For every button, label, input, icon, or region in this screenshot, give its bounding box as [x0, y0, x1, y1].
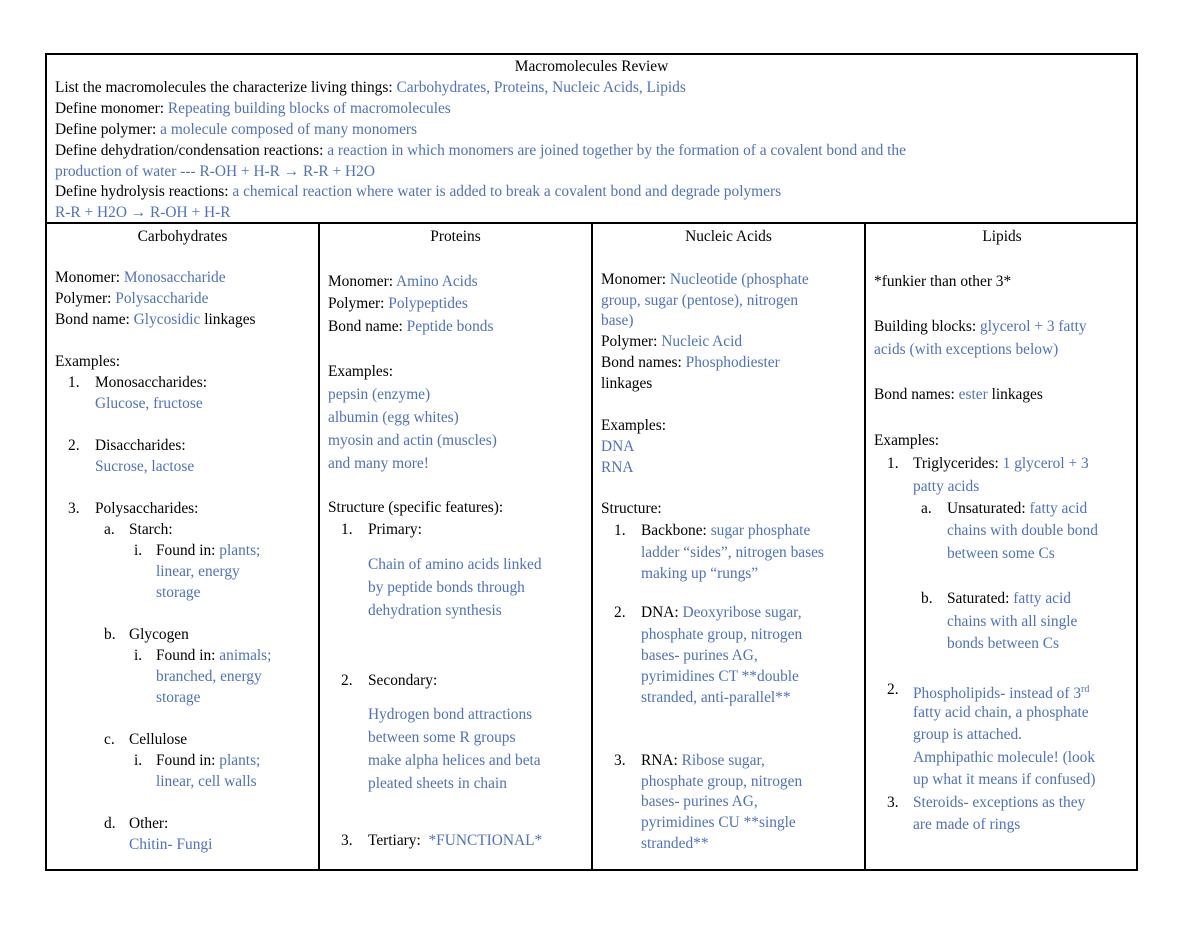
list-number: 2. [341, 672, 353, 689]
example-item: albumin (egg whites) [328, 409, 459, 426]
example-item: pepsin (enzyme) [328, 386, 431, 403]
nucleic-acids-column [593, 224, 864, 869]
building-label: Building blocks: [874, 318, 977, 335]
monomer-label: Monomer: [55, 269, 120, 286]
example-label: Disaccharides: [95, 437, 186, 454]
list-number: 3. [614, 752, 626, 769]
example-item: DNA [601, 438, 635, 455]
monomer-row [55, 267, 226, 288]
sub-value-cont: bonds between Cs [947, 635, 1059, 652]
bond-label: Bond name: [55, 311, 130, 328]
monomer-value-cont: group, sugar (pentose), nitrogen [601, 292, 799, 309]
sub-value-cont: chains with double bond [947, 522, 1098, 539]
bond-value: Peptide bonds [406, 318, 494, 335]
monomer-value-cont: base) [601, 312, 634, 329]
sub-label: Starch: [129, 521, 173, 538]
structure-level: Primary: [368, 521, 422, 538]
dehydration-label: Define dehydration/condensation reactions: [55, 142, 324, 159]
monomer-value: Repeating building blocks of macromolecules [167, 100, 451, 117]
list-number: 3. [68, 500, 80, 517]
example-value-cont: group is attached. [913, 726, 1022, 743]
structure-desc: ladder “sides”, nitrogen bases [641, 544, 824, 561]
bond-row [601, 352, 780, 373]
structure-desc: by peptide bonds through [368, 579, 525, 596]
polymer-row [55, 288, 208, 309]
example-label: Triglycerides: [913, 455, 999, 472]
polymer-label: Polymer: [601, 333, 658, 350]
example-value: Glucose, fructose [95, 395, 203, 412]
structure-desc: Chain of amino acids linked [368, 556, 542, 573]
structure-label: Structure (specific features): [328, 499, 504, 516]
example-value: Steroids- exceptions as they [913, 794, 1086, 811]
structure-desc: bases- purines AG, [641, 647, 758, 664]
example-value: Sucrose, lactose [95, 458, 195, 475]
sub-label: Other: [129, 815, 169, 832]
list-roman: i. [134, 542, 143, 559]
proteins-column [320, 224, 591, 869]
example-value: 1 glycerol + 3 [1002, 455, 1089, 472]
hydrolysis-equation: R-R + H2O → R-OH + H-R [55, 204, 231, 221]
lipids-column [866, 224, 1138, 869]
structure-row [641, 602, 802, 623]
structure-level [368, 830, 542, 851]
bond-row [55, 309, 256, 330]
structure-desc: *FUNCTIONAL* [428, 832, 543, 849]
list-letter: c. [104, 731, 115, 748]
example-value [913, 679, 1089, 704]
monomer-row [601, 269, 809, 290]
examples-label: Examples: [328, 363, 393, 380]
hydrolysis-row [55, 182, 781, 202]
structure-desc: stranded** [641, 835, 709, 852]
structure-row [641, 750, 765, 771]
hydrolysis-value: a chemical reaction where water is added to break a covalent bond and degrade polymers [232, 183, 782, 200]
bond-suffix: linkages [204, 311, 256, 328]
example-label: Monosaccharides: [95, 374, 207, 391]
list-number: 3. [887, 794, 899, 811]
sub-row [947, 588, 1071, 609]
structure-level-label: Tertiary: [368, 832, 421, 849]
structure-desc: pleated sheets in chain [368, 775, 507, 792]
polymer-label: Polymer: [55, 290, 112, 307]
dehydration-row [55, 141, 906, 161]
structure-desc: Hydrogen bond attractions [368, 706, 533, 723]
lipids-note: *funkier than other 3* [874, 273, 1012, 290]
list-number: 1. [341, 521, 353, 538]
sub-value-cont: chains with all single [947, 613, 1078, 630]
sub-label: Unsaturated: [947, 500, 1026, 517]
monomer-label: Monomer: [328, 273, 393, 290]
dehydration-value: a reaction in which monomers are joined together by the formation of a covalent bond and the [327, 142, 906, 159]
building-value-cont: acids (with exceptions below) [874, 341, 1059, 358]
list-letter: b. [104, 626, 116, 643]
structure-desc: stranded, anti-parallel** [641, 689, 791, 706]
sub-label: Cellulose [129, 731, 188, 748]
list-row [55, 78, 686, 98]
sub-row [947, 498, 1087, 519]
column-header: Nucleic Acids [685, 228, 772, 245]
structure-desc: Ribose sugar, [681, 752, 765, 769]
column-header: Carbohydrates [137, 228, 228, 245]
found-label: Found in: [156, 542, 216, 559]
monomer-value: Nucleotide (phosphate [669, 271, 809, 288]
list-number: 1. [614, 522, 626, 539]
polymer-row [328, 293, 468, 314]
polymer-row [55, 120, 417, 140]
example-value-cont: are made of rings [913, 816, 1021, 833]
bond-value: ester [958, 386, 988, 403]
structure-desc: phosphate group, nitrogen [641, 773, 803, 790]
bond-row [874, 384, 1043, 405]
polymer-value: Polypeptides [388, 295, 468, 312]
bond-row [328, 316, 493, 337]
found-label: Found in: [156, 647, 216, 664]
example-item: myosin and actin (muscles) [328, 432, 497, 449]
monomer-row [328, 271, 478, 292]
polymer-value: a molecule composed of many monomers [160, 121, 418, 138]
found-value-cont: storage [156, 584, 201, 601]
intro-section [47, 55, 1136, 224]
structure-level: Secondary: [368, 672, 438, 689]
ordinal-suffix: rd [1081, 684, 1090, 695]
list-number: 2. [614, 604, 626, 621]
found-value: plants; [219, 542, 261, 559]
sub-value-cont: between some Cs [947, 545, 1055, 562]
structure-desc: making up “rungs” [641, 565, 759, 582]
sub-value: fatty acid [1013, 590, 1071, 607]
column-header: Lipids [982, 228, 1022, 245]
structure-desc: sugar phosphate [710, 522, 811, 539]
sub-label: Glycogen [129, 626, 189, 643]
list-letter: d. [104, 815, 116, 832]
structure-desc: make alpha helices and beta [368, 752, 541, 769]
list-number: 3. [341, 832, 353, 849]
bond-label: Bond names: [874, 386, 955, 403]
list-letter: b. [921, 590, 933, 607]
bond-suffix: linkages [601, 375, 653, 392]
column-header: Proteins [430, 228, 481, 245]
example-row [913, 453, 1089, 474]
monomer-value: Monosaccharide [123, 269, 226, 286]
example-value-cont: up what it means if confused) [913, 771, 1096, 788]
monomer-label: Define monomer: [55, 100, 164, 117]
page-title: Macromolecules Review [514, 58, 669, 75]
structure-desc: phosphate group, nitrogen [641, 626, 803, 643]
structure-desc: between some R groups [368, 729, 516, 746]
example-item: and many more! [328, 455, 429, 472]
bond-label: Bond names: [601, 354, 682, 371]
found-value-cont: linear, cell walls [156, 773, 257, 790]
found-value-cont: branched, energy [156, 668, 262, 685]
examples-label: Examples: [874, 432, 939, 449]
example-value-cont: patty acids [913, 478, 980, 495]
bond-label: Bond name: [328, 318, 403, 335]
bond-suffix: linkages [991, 386, 1043, 403]
polymer-label: Define polymer: [55, 121, 157, 138]
structure-label-item: DNA: [641, 604, 679, 621]
monomer-value: Amino Acids [395, 273, 478, 290]
structure-label-item: Backbone: [641, 522, 707, 539]
found-row [156, 645, 271, 666]
examples-label: Examples: [601, 417, 666, 434]
structure-desc: pyrimidines CU **single [641, 814, 796, 831]
monomer-row [55, 99, 451, 119]
list-number: 2. [68, 437, 80, 454]
structure-label: Structure: [601, 500, 662, 517]
example-value-cont: fatty acid chain, a phosphate [913, 704, 1089, 721]
dehydration-value-cont: production of water --- R-OH + H-R → R-R + H2O [55, 163, 375, 180]
structure-desc: dehydration synthesis [368, 602, 502, 619]
phospholipids-text: Phospholipids- instead of 3 [913, 685, 1082, 703]
list-letter: a. [104, 521, 115, 538]
list-letter: a. [921, 500, 932, 517]
polymer-row [601, 331, 742, 352]
examples-label: Examples: [55, 353, 120, 370]
list-value: Carbohydrates, Proteins, Nucleic Acids, Lipids [396, 79, 686, 96]
structure-row [641, 520, 810, 541]
list-number: 1. [68, 374, 80, 391]
carbohydrates-column [47, 224, 318, 869]
monomer-label: Monomer: [601, 271, 666, 288]
building-value: glycerol + 3 fatty [980, 318, 1087, 335]
structure-desc: Deoxyribose sugar, [682, 604, 802, 621]
bond-value: Phosphodiester [685, 354, 780, 371]
sub-value: fatty acid [1029, 500, 1088, 517]
list-label: List the macromolecules the characterize living things: [55, 79, 393, 96]
polymer-value: Polysaccharide [115, 290, 209, 307]
hydrolysis-label: Define hydrolysis reactions: [55, 183, 229, 200]
structure-desc: pyrimidines CT **double [641, 668, 799, 685]
found-row [156, 540, 260, 561]
review-table [45, 53, 1138, 871]
example-label: Polysaccharides: [95, 500, 199, 517]
list-roman: i. [134, 647, 143, 664]
found-value: plants; [219, 752, 261, 769]
list-number: 2. [887, 681, 899, 698]
polymer-value: Nucleic Acid [661, 333, 743, 350]
found-row [156, 750, 260, 771]
list-roman: i. [134, 752, 143, 769]
sub-label: Saturated: [947, 590, 1010, 607]
building-row [874, 316, 1087, 337]
found-label: Found in: [156, 752, 216, 769]
structure-label-item: RNA: [641, 752, 678, 769]
found-value: animals; [219, 647, 272, 664]
list-number: 1. [887, 455, 899, 472]
found-value-cont: storage [156, 689, 201, 706]
found-value-cont: linear, energy [156, 563, 240, 580]
example-value-cont: Amphipathic molecule! (look [913, 749, 1096, 766]
polymer-label: Polymer: [328, 295, 385, 312]
example-item: RNA [601, 459, 634, 476]
bond-value: Glycosidic [133, 311, 201, 328]
structure-desc: bases- purines AG, [641, 793, 758, 810]
sub-value: Chitin- Fungi [129, 836, 213, 853]
